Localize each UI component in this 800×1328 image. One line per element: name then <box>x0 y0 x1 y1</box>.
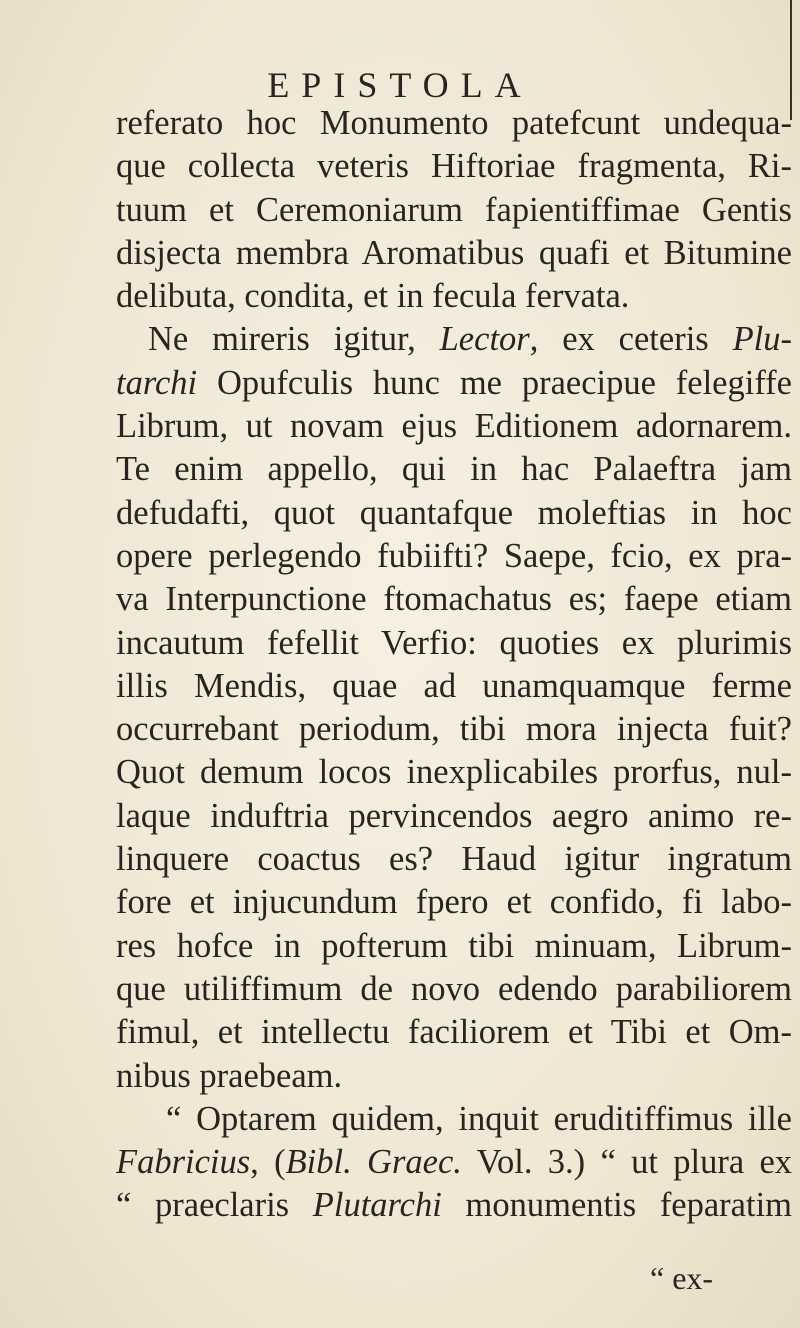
text-line: va Interpunctione ftomachatus es; faepe etiam <box>116 580 792 619</box>
text-line: tuum et Ceremoniarum fapientiffimae Gentis <box>116 190 792 229</box>
italic-word: Lector <box>439 320 530 359</box>
text-line: nibus praebeam. <box>116 1056 343 1095</box>
body-text <box>116 102 792 1228</box>
text-line: linquere coactus es? Haud igitur ingratum <box>116 840 792 879</box>
text-line <box>116 1184 792 1227</box>
text-line: laque induftria pervincendos aegro animo re- <box>116 796 792 835</box>
italic-word: Bibl. Graec. <box>285 1143 462 1182</box>
text-segment: , ( <box>250 1143 286 1182</box>
text-line <box>116 318 792 361</box>
text-line <box>116 1141 792 1184</box>
italic-word: Fabricius <box>116 1143 251 1182</box>
text-segment: , ex ceteris <box>529 320 733 359</box>
text-segment: Opufculis hunc me praecipue felegiffe <box>197 363 792 402</box>
text-line: Quot demum locos inexplicabiles prorfus, nul- <box>116 753 792 792</box>
text-line: referato hoc Monumento patefcunt undequa- <box>116 104 792 142</box>
text-line: disjecta membra Aromatibus quafi et Bitumine <box>116 233 792 272</box>
text-segment: monumentis feparatim <box>441 1186 792 1225</box>
text-line: delibuta, condita, et in fecula fervata. <box>116 277 630 316</box>
running-title: EPISTOLA <box>267 65 533 105</box>
text-segment: Vol. 3.) “ ut plura ex <box>461 1143 793 1182</box>
text-line: que collecta veteris Hiftoriae fragmenta, Ri- <box>116 147 792 186</box>
text-line: incautum fefellit Verfio: quoties ex plurimis <box>116 623 792 662</box>
text-line: que utiliffimum de novo edendo parabiliorem <box>116 969 792 1008</box>
text-segment: Ne mireris igitur, <box>148 320 440 359</box>
text-line: opere perlegendo fubiifti? Saepe, fcio, ex pra- <box>116 536 792 575</box>
text-line: defudafti, quot quantafque moleftias in hoc <box>116 493 792 532</box>
italic-word: Plutarchi <box>312 1186 442 1225</box>
text-line <box>116 362 792 405</box>
text-line: fimul, et intellectu faciliorem et Tibi et Om- <box>116 1013 792 1052</box>
text-segment: “ praeclaris <box>116 1186 313 1225</box>
text-line: res hofce in pofterum tibi minuam, Librum- <box>116 926 792 965</box>
text-line: occurrebant periodum, tibi mora injecta fuit? <box>116 710 792 749</box>
text-line: “ Optarem quidem, inquit eruditiffimus ille <box>166 1099 792 1138</box>
catchword: “ ex- <box>650 1260 714 1296</box>
italic-word: Plu- <box>732 320 793 359</box>
text-line: illis Mendis, quae ad unamquamque ferme <box>116 666 792 705</box>
text-line: Te enim appello, qui in hac Palaeftra jam <box>116 450 792 489</box>
text-line: Librum, ut novam ejus Editionem adornarem. <box>116 407 792 446</box>
italic-word: tarchi <box>116 363 198 402</box>
text-line: fore et injucundum fpero et confido, fi labo- <box>116 883 792 922</box>
